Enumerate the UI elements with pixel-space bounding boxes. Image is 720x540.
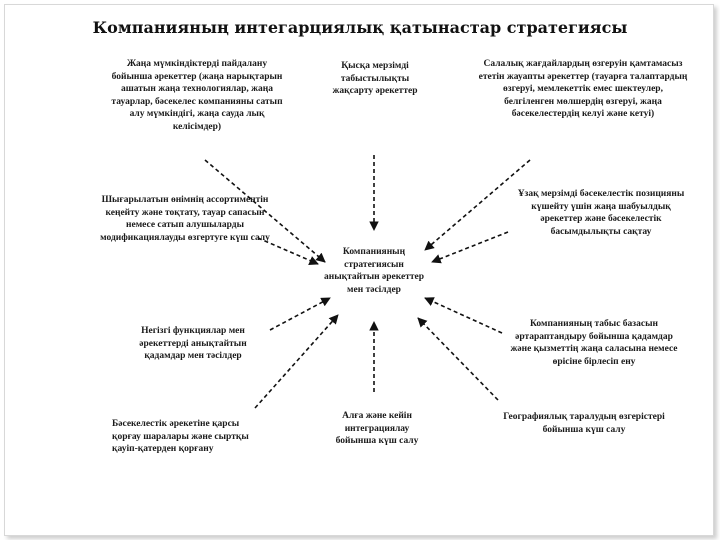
node-bottom-right: Географиялық таралудың өзгерістері бойынша күш салу — [503, 412, 665, 435]
node-bottom-center: Алға және кейін интеграциялау бойынша күш салу — [335, 411, 419, 446]
node-top-left: Жаңа мүмкіндіктерді пайдалану бойынша әрекеттер (жаңа нарықтарын ашатын жаңа технологиялар, жаңа тауарлар, бәсекелес компанияны сатып алу мүмкіндігі, жаңа сауда лық келісімдер) — [111, 59, 283, 132]
node-bottom-left: Бәсекелестік әрекетіне қарсы қорғау шаралары және сыртқы қауіп-қатерден қорғану — [112, 419, 249, 454]
node-mid-right: Ұзақ мерзімді бәсекелестік позицияны күшейту үшін жаңа шабуылдық әрекеттер және бәсекелестік басымдылықты сақтау — [517, 189, 685, 237]
arrow-lower-right — [425, 298, 502, 333]
arrow-mid-right — [432, 232, 508, 262]
arrow-lower-left — [270, 298, 330, 330]
arrow-bottom-right — [418, 318, 498, 400]
node-lower-right: Компанияның табыс базасын әртараптандыру бойынша қадамдар және қызметтің жаңа саласына немесе өрісіне бірлесіп ену — [510, 319, 678, 367]
node-lower-left: Негізгі функциялар мен әрекеттерді анықтайтын қадамдар мен тәсілдер — [139, 326, 247, 361]
node-top-right: Салалық жағдайлардың өзгеруін қамтамасыз ететін жауапты әрекеттер (тауарға талаптардың өзгеруі, мемлекеттік емес шектеулер, белгіленген мөлшердің өзгеруі, жаңа бәсекелестердің келуі және кетуі) — [478, 59, 688, 119]
diagram-title: Компанияның интегарциялық қатынастар стратегиясы — [92, 18, 628, 37]
node-mid-left: Шығарылатын өнімнің ассортиментін кеңейту және тоқтату, тауар сапасын немесе сатып алушыларды модификациялауды өзгертуге күш салу — [100, 195, 270, 243]
center-node: Компанияның стратегиясын анықтайтын әрекеттер мен тәсілдер — [323, 247, 425, 295]
node-top-center: Қысқа мерзімді табыстылықты жақсарту әрекеттер — [332, 61, 418, 96]
